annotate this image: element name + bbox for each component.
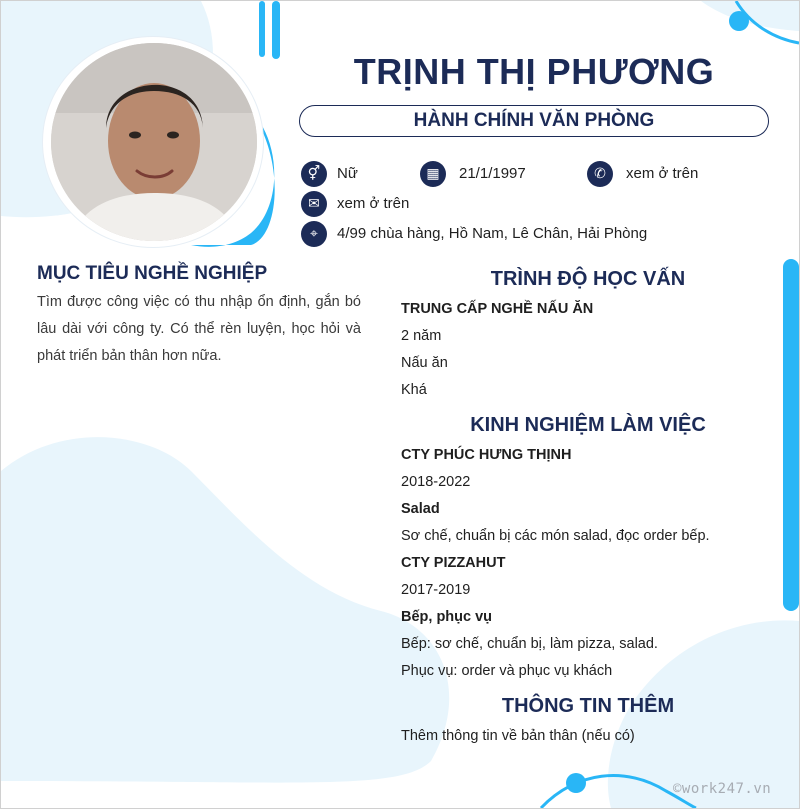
job-company: CTY PHÚC HƯNG THỊNH <box>401 447 572 463</box>
candidate-name: TRỊNH THỊ PHƯƠNG <box>353 51 715 92</box>
gender-icon: ⚥ <box>301 161 327 187</box>
job-role: Salad <box>401 501 440 517</box>
job-period: 2017-2019 <box>401 582 471 598</box>
profile-photo <box>51 43 257 241</box>
location-pin-icon: ⌖ <box>301 221 327 247</box>
extra-heading: THÔNG TIN THÊM <box>501 695 675 717</box>
birthday-value: 21/1/1997 <box>459 165 526 182</box>
job-period: 2018-2022 <box>401 474 471 490</box>
education-grade: Khá <box>401 382 427 398</box>
calendar-icon: ▦ <box>420 161 446 187</box>
education-major: Nấu ăn <box>401 355 448 371</box>
phone-value: xem ở trên <box>626 165 699 182</box>
education-school: TRUNG CẤP NGHỀ NẤU ĂN <box>401 301 594 317</box>
education-duration: 2 năm <box>401 328 442 344</box>
email-value: xem ở trên <box>337 195 410 212</box>
extra-text: Thêm thông tin về bản thân (nếu có) <box>401 728 635 744</box>
watermark: ©work247.vn <box>673 781 772 797</box>
gender-value: Nữ <box>337 165 358 182</box>
job-role: Bếp, phục vụ <box>401 609 493 625</box>
position-title: HÀNH CHÍNH VĂN PHÒNG <box>299 105 769 137</box>
phone-icon: ✆ <box>587 161 613 187</box>
envelope-icon: ✉ <box>301 191 327 217</box>
job-detail: Phục vụ: order và phục vụ khách <box>401 663 613 679</box>
objective-text: Tìm được công việc có thu nhập ổn định, gắn bó lâu dài với công ty. Có thể rèn luyện, học hỏi và phát triển bản thân hơn nữa. <box>37 294 361 364</box>
address-value: 4/99 chùa hàng, Hồ Nam, Lê Chân, Hải Phòng <box>337 225 648 242</box>
job-detail: Sơ chế, chuẩn bị các món salad, đọc order bếp. <box>401 528 710 544</box>
experience-heading: KINH NGHIỆM LÀM VIỆC <box>470 414 706 436</box>
objective-heading: MỤC TIÊU NGHỀ NGHIỆP <box>37 263 268 284</box>
education-heading: TRÌNH ĐỘ HỌC VẤN <box>490 268 686 290</box>
job-detail: Bếp: sơ chế, chuẩn bị, làm pizza, salad. <box>401 636 658 652</box>
job-company: CTY PIZZAHUT <box>401 555 506 571</box>
